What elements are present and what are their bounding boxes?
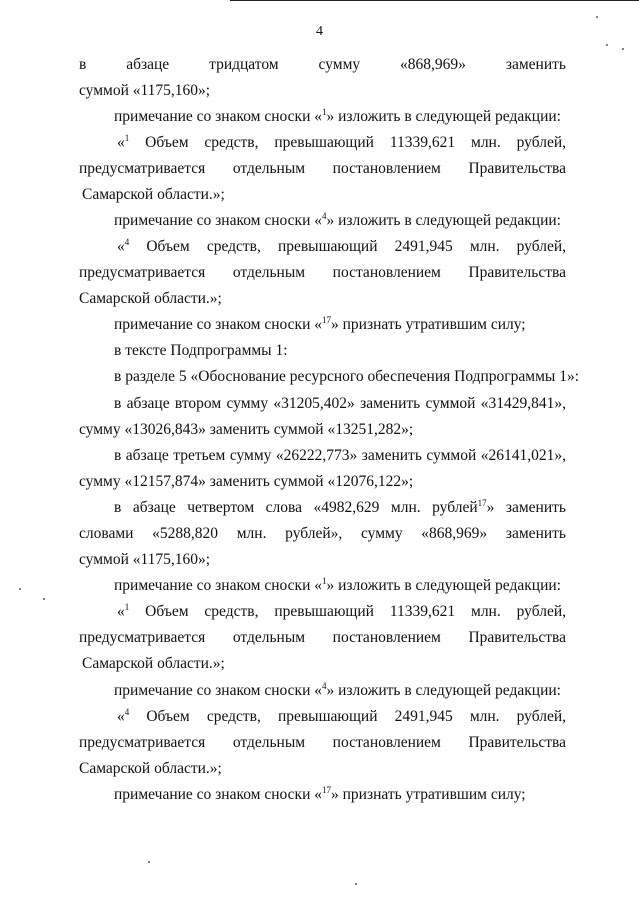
footnote-mark: 4: [322, 211, 327, 221]
paragraph-line: в абзаце втором сумму «31205,402» заменить суммой «31429,841»,: [114, 395, 566, 412]
paragraph-line: сумму «12157,874» заменить суммой «12076,122»;: [79, 473, 414, 490]
paragraph-line: «$^4$ Объем средств, превышающий 2491,945 млн. рублей,: [117, 237, 566, 255]
paragraph-line: Самарской области.»;: [79, 290, 222, 307]
scan-speck: [606, 44, 608, 46]
page-number: 4: [316, 24, 323, 39]
paragraph-line: предусматривается отдельным постановлением Правительства: [79, 264, 566, 281]
scan-speck: [43, 598, 45, 600]
paragraph-line: в тексте Подпрограммы 1:: [114, 342, 288, 359]
paragraph-line: суммой «1175,160»;: [79, 82, 211, 99]
paragraph-line: примечание со знаком сноски «$^{17}$» признать утратившим силу;: [114, 785, 526, 803]
paragraph-line: Самарской области.»;: [79, 760, 222, 777]
paragraph-line: примечание со знаком сноски «$^4$» изложить в следующей редакции:: [114, 211, 561, 229]
paragraph-line: «$^4$ Объем средств, превышающий 2491,945 млн. рублей,: [117, 707, 566, 725]
footnote-mark: 1: [124, 602, 130, 612]
footnote-mark: 17: [477, 498, 487, 508]
paragraph-line: «$^1$ Объем средств, превышающий 11339,621 млн. рублей,: [117, 133, 566, 151]
paragraph-line: словами «5288,820 млн. рублей», сумму «868,969» заменить: [79, 525, 566, 542]
paragraph-line: в разделе 5 «Обоснование ресурсного обеспечения Подпрограммы 1»:: [114, 368, 579, 385]
paragraph-line: примечание со знаком сноски «$^4$» изложить в следующей редакции:: [114, 681, 561, 699]
footnote-mark: 4: [322, 681, 327, 691]
paragraph-line: «$^1$ Объем средств, превышающий 11339,621 млн. рублей,: [117, 602, 566, 620]
paragraph-line: Самарской области.»;: [82, 186, 225, 203]
paragraph-line: предусматривается отдельным постановлением Правительства: [79, 160, 566, 177]
footnote-mark: 1: [124, 133, 130, 143]
paragraph-line: в абзаце третьем сумму «26222,773» заменить суммой «26141,021»,: [114, 447, 566, 464]
footnote-mark: 4: [124, 707, 130, 717]
footnote-mark: 4: [124, 237, 130, 247]
footnote-mark: 1: [322, 576, 327, 586]
footnote-mark: 17: [322, 785, 331, 795]
paragraph-line: Самарской области.»;: [82, 655, 225, 672]
paragraph-line: примечание со знаком сноски «$^1$» изложить в следующей редакции:: [114, 107, 561, 125]
paragraph-line: предусматривается отдельным постановлением Правительства: [79, 734, 566, 751]
scan-speck: [148, 861, 150, 863]
paragraph-line: предусматривается отдельным постановлением Правительства: [79, 629, 566, 646]
paragraph-line: суммой «1175,160»;: [79, 551, 211, 568]
paragraph-line: в абзаце четвертом слова «4982,629 млн. рублей$^{17}$» заменить: [114, 498, 566, 516]
scan-speck: [622, 48, 624, 50]
paragraph-line: сумму «13026,843» заменить суммой «13251,282»;: [79, 421, 414, 438]
scan-speck: [19, 588, 21, 590]
scan-speck: [596, 16, 598, 18]
paragraph-line: примечание со знаком сноски «$^1$» изложить в следующей редакции:: [114, 576, 561, 594]
footnote-mark: 17: [322, 315, 331, 325]
paragraph-line: примечание со знаком сноски «$^{17}$» признать утратившим силу;: [114, 315, 526, 333]
top-border-line: [230, 0, 639, 1]
paragraph-line: в абзаце тридцатом сумму «868,969» заменить: [79, 56, 566, 73]
scan-speck: [355, 883, 357, 885]
footnote-mark: 1: [322, 107, 327, 117]
